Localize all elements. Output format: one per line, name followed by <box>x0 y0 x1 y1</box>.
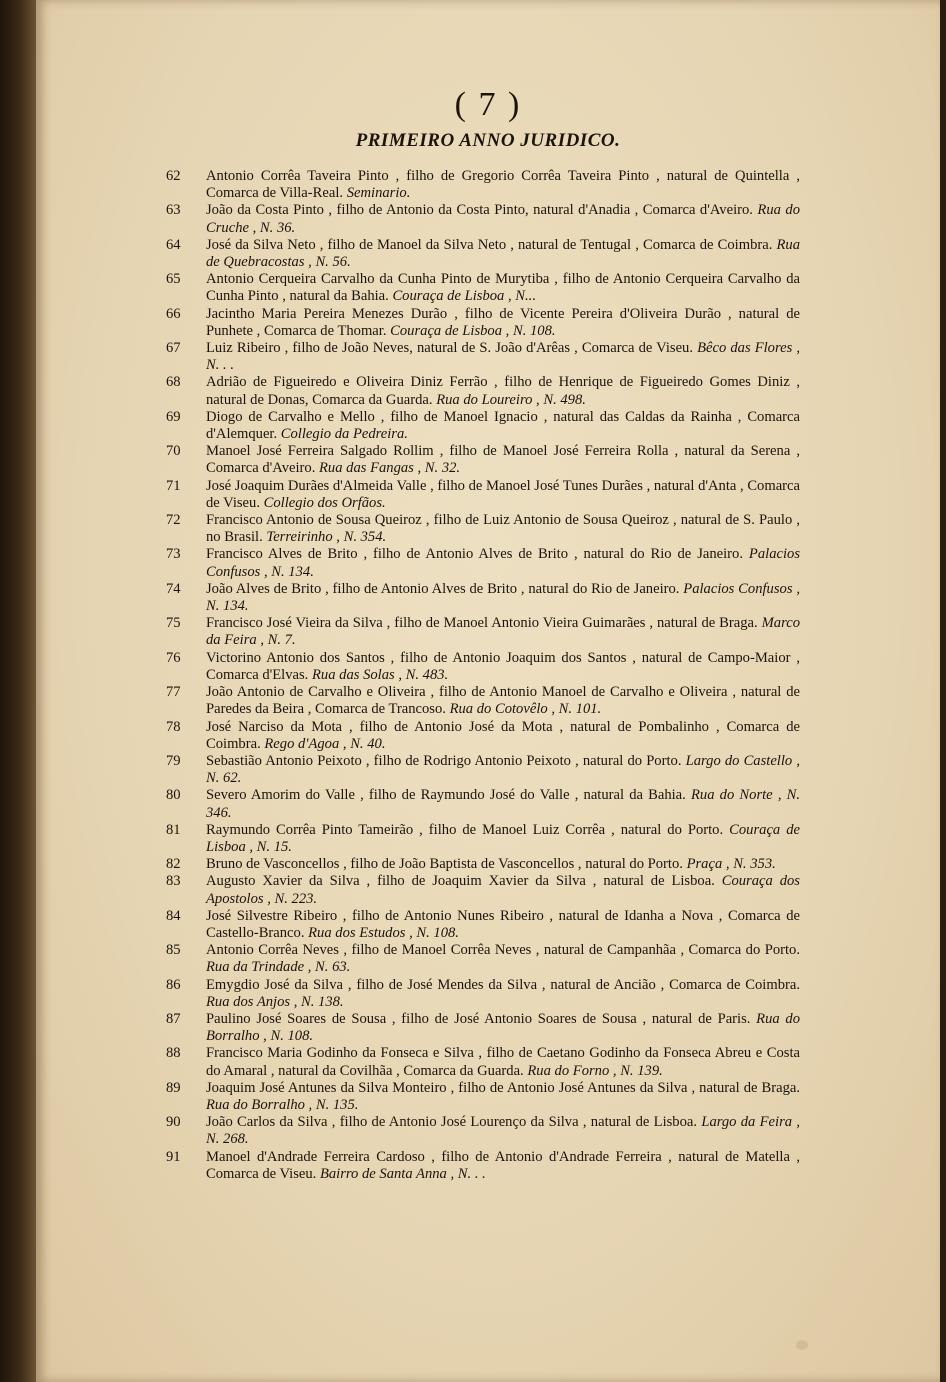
entry-number: 67 <box>166 340 181 357</box>
entry-address: Rua de Quebracostas , N. 56. <box>206 236 801 271</box>
list-item <box>36 306 940 340</box>
list-item <box>36 409 940 443</box>
list-item <box>36 1045 940 1079</box>
entry-address: Palacios Confusos , N. 134. <box>206 580 800 615</box>
entry-text: João da Costa Pinto , filho de Antonio da Costa Pinto, natural d'Anadia , Comarca d'Aveiro. <box>206 202 753 219</box>
entry-text: Bruno de Vasconcellos , filho de João Baptista de Vasconcellos , natural do Porto. <box>206 856 683 873</box>
list-item <box>36 1149 940 1183</box>
entry-number: 64 <box>166 236 181 253</box>
entry-address: Rua da Trindade , N. 63. <box>206 959 351 976</box>
book-spine <box>0 0 36 1382</box>
entry-text: Antonio Cerqueira Carvalho da Cunha Pinto de Murytiba , filho de Antonio Cerqueira Carvalho da Cunha Pinto , natural da Bahia. <box>206 271 800 305</box>
list-item <box>36 202 940 236</box>
entry-address: Rua do Norte , N. 346. <box>206 787 801 821</box>
list-item <box>36 615 940 649</box>
entry-number: 74 <box>166 580 181 597</box>
entry-number: 84 <box>166 907 181 924</box>
entry-text: Manoel José Ferreira Salgado Rollim , filho de Manoel José Ferreira Rolla , natural da Serena , Comarca d'Aveiro. <box>206 443 800 477</box>
entry-text: Luiz Ribeiro , filho de João Neves, natural de S. João d'Arêas , Comarca de Viseu. <box>206 340 694 357</box>
list-item <box>36 684 940 718</box>
entry-address: Rua do Borralho , N. 135. <box>206 1096 359 1113</box>
entry-number: 82 <box>166 856 181 873</box>
entry-number: 66 <box>166 305 181 322</box>
entry-address: Rego d'Agoa , N. 40. <box>264 735 386 752</box>
entry-text: Antonio Corrêa Taveira Pinto , filho de Gregorio Corrêa Taveira Pinto , natural de Quintella , Comarca de Villa-Real. <box>206 168 800 202</box>
list-item <box>36 753 940 787</box>
entry-address: Rua das Solas , N. 483. <box>311 666 449 683</box>
entry-address: Marco da Feira , N. 7. <box>206 615 800 649</box>
entry-number: 76 <box>166 649 181 666</box>
entry-number: 75 <box>166 615 181 632</box>
entry-number: 65 <box>166 271 181 288</box>
entry-address: Rua do Cotovêlo , N. 101. <box>449 701 602 718</box>
entry-text: Victorino Antonio dos Santos , filho de Antonio Joaquim dos Santos , natural de Campo-Maior , Comarca d'Elvas. <box>206 649 800 683</box>
entry-number: 87 <box>166 1010 181 1027</box>
entry-number: 85 <box>166 942 181 959</box>
entry-address: Rua do Borralho , N. 108. <box>206 1010 800 1045</box>
entry-address: Rua das Fangas , N. 32. <box>319 460 461 477</box>
entry-text: Jacintho Maria Pereira Menezes Durão , filho de Vicente Pereira d'Oliveira Durão , natural de Punhete , Comarca de Thomar. <box>206 305 800 339</box>
entry-text: Raymundo Corrêa Pinto Tameirão , filho de Manoel Luiz Corrêa , natural do Porto. <box>206 821 724 838</box>
list-item <box>36 546 940 580</box>
entry-text: José Silvestre Ribeiro , filho de Antonio Nunes Ribeiro , natural de Idanha a Nova , Comarca de Castello-Branco. <box>206 907 800 941</box>
entry-number: 70 <box>166 443 181 460</box>
list-item <box>36 942 940 976</box>
entry-text: Antonio Corrêa Neves , filho de Manoel Corrêa Neves , natural de Campanhãa , Comarca do Porto. <box>206 942 800 959</box>
entry-number: 71 <box>166 477 181 494</box>
document-page <box>36 0 940 1382</box>
entry-text: Adrião de Figueiredo e Oliveira Diniz Ferrão , filho de Henrique de Figueiredo Gomes Diniz , natural de Donas, Comarca da Guarda. <box>206 374 800 408</box>
entry-text: Augusto Xavier da Silva , filho de Joaquim Xavier da Silva , natural de Lisboa. <box>206 873 715 890</box>
list-item <box>36 168 940 202</box>
entry-address: Palacios Confusos , N. 134. <box>206 546 800 580</box>
paper-stain <box>796 1340 808 1350</box>
entry-number: 81 <box>166 821 181 838</box>
entry-number: 73 <box>166 546 181 563</box>
entry-text: João Alves de Brito , filho de Antonio Alves de Brito , natural do Rio de Janeiro. <box>206 580 680 597</box>
list-item <box>36 822 940 856</box>
entry-text: Francisco Antonio de Sousa Queiroz , filho de Luiz Antonio de Sousa Queiroz , natural de S. Paulo , no Brasil. <box>206 512 800 546</box>
entry-text: Manoel d'Andrade Ferreira Cardoso , filho de Antonio d'Andrade Ferreira , natural de Matella , Comarca de Viseu. <box>206 1148 800 1182</box>
entry-address: Terreirinho , N. 354. <box>266 529 387 546</box>
entry-number: 62 <box>166 168 181 184</box>
list-item <box>36 650 940 684</box>
list-item <box>36 719 940 753</box>
list-item <box>36 443 940 477</box>
entry-address: Praça , N. 353. <box>686 856 776 873</box>
entry-number: 78 <box>166 718 181 735</box>
entry-number: 68 <box>166 374 181 391</box>
entry-number: 63 <box>166 202 181 219</box>
entry-text: Severo Amorim do Valle , filho de Raymundo José do Valle , natural da Bahia. <box>206 787 686 804</box>
entry-text: João Carlos da Silva , filho de Antonio José Lourenço da Silva , natural de Lisboa. <box>206 1114 698 1131</box>
entry-number: 88 <box>166 1045 181 1062</box>
entry-text: Francisco Maria Godinho da Fonseca e Silva , filho de Caetano Godinho da Fonseca Abreu e Costa do Amaral , natural da Covilhãa , Comarca da Guarda. <box>206 1045 800 1079</box>
entry-address: Collegio da Pedreira. <box>280 426 408 443</box>
entry-address: Bêco das Flores , N. . . <box>206 340 801 374</box>
entry-text: Francisco José Vieira da Silva , filho de Manoel Antonio Vieira Guimarães , natural de Braga. <box>206 615 758 632</box>
list-item <box>36 478 940 512</box>
entry-number: 83 <box>166 873 181 890</box>
entry-address: Collegio dos Orfãos. <box>263 494 386 511</box>
entry-address: Largo do Castello , N. 62. <box>206 752 800 787</box>
list-item <box>36 1080 940 1114</box>
entry-address: Largo da Feira , N. 268. <box>206 1114 800 1148</box>
list-item <box>36 873 940 907</box>
entry-address: Rua dos Estudos , N. 108. <box>308 924 459 941</box>
entry-number: 86 <box>166 976 181 993</box>
list-item <box>36 340 940 374</box>
entry-number: 90 <box>166 1114 181 1131</box>
entry-number: 77 <box>166 684 181 701</box>
entry-number: 80 <box>166 787 181 804</box>
section-title: PRIMEIRO ANNO JURIDICO. <box>355 130 621 151</box>
entry-address: Seminario. <box>346 185 411 202</box>
entry-text: Joaquim José Antunes da Silva Monteiro , filho de Antonio José Antunes da Silva , natural de Braga. <box>206 1079 800 1096</box>
entry-address: Rua do Forno , N. 139. <box>527 1062 663 1079</box>
entry-address: Couraça dos Apostolos , N. 223. <box>206 873 800 907</box>
list-item <box>36 581 940 615</box>
entry-text: Diogo de Carvalho e Mello , filho de Manoel Ignacio , natural das Caldas da Rainha , Comarca d'Alemquer. <box>206 408 800 443</box>
entry-number: 79 <box>166 752 181 769</box>
entry-text: José Joaquim Durães d'Almeida Valle , filho de Manoel José Tunes Durães , natural d'Anta , Comarca de Viseu. <box>206 477 800 511</box>
list-item <box>36 787 940 821</box>
entry-text: José da Silva Neto , filho de Manoel da Silva Neto , natural de Tentugal , Comarca de Coimbra. <box>206 236 773 253</box>
entry-address: Rua dos Anjos , N. 138. <box>206 993 344 1010</box>
entry-number: 91 <box>166 1148 181 1165</box>
entry-address: Rua do Loureiro , N. 498. <box>436 391 586 408</box>
list-item <box>36 1114 940 1148</box>
page-number: ( 7 ) <box>454 86 522 123</box>
list-item <box>36 1011 940 1045</box>
entry-text: José Narciso da Mota , filho de Antonio José da Mota , natural de Pombalinho , Comarca de Coimbra. <box>206 718 800 752</box>
entry-number: 89 <box>166 1079 181 1096</box>
list-item <box>36 237 940 271</box>
list-item <box>36 977 940 1011</box>
list-item <box>36 856 940 873</box>
entry-number: 69 <box>166 408 181 425</box>
list-item <box>36 374 940 408</box>
entry-text: Sebastião Antonio Peixoto , filho de Rodrigo Antonio Peixoto , natural do Porto. <box>206 752 682 769</box>
entry-text: Francisco Alves de Brito , filho de Antonio Alves de Brito , natural do Rio de Janeiro. <box>206 546 743 563</box>
entry-number: 72 <box>166 512 181 529</box>
entry-address: Rua do Cruche , N. 36. <box>206 202 800 236</box>
entry-text: João Antonio de Carvalho e Oliveira , filho de Antonio Manoel de Carvalho e Oliveira , natural de Paredes da Beira , Comarca de Trancoso. <box>206 684 800 718</box>
entry-text: Emygdio José da Silva , filho de José Mendes da Silva , natural de Ancião , Comarca de Coimbra. <box>206 976 800 993</box>
entry-address: Couraça de Lisboa , N... <box>392 288 536 305</box>
entry-address: Bairro de Santa Anna , N. . . <box>319 1165 486 1182</box>
list-item <box>36 512 940 546</box>
list-item <box>36 271 940 305</box>
list-item <box>36 908 940 942</box>
entry-text: Paulino José Soares de Sousa , filho de José Antonio Soares de Sousa , natural de Paris. <box>206 1010 751 1027</box>
entry-address: Couraça de Lisboa , N. 108. <box>390 322 556 339</box>
student-list <box>36 168 940 1183</box>
entry-address: Couraça de Lisboa , N. 15. <box>206 821 800 855</box>
